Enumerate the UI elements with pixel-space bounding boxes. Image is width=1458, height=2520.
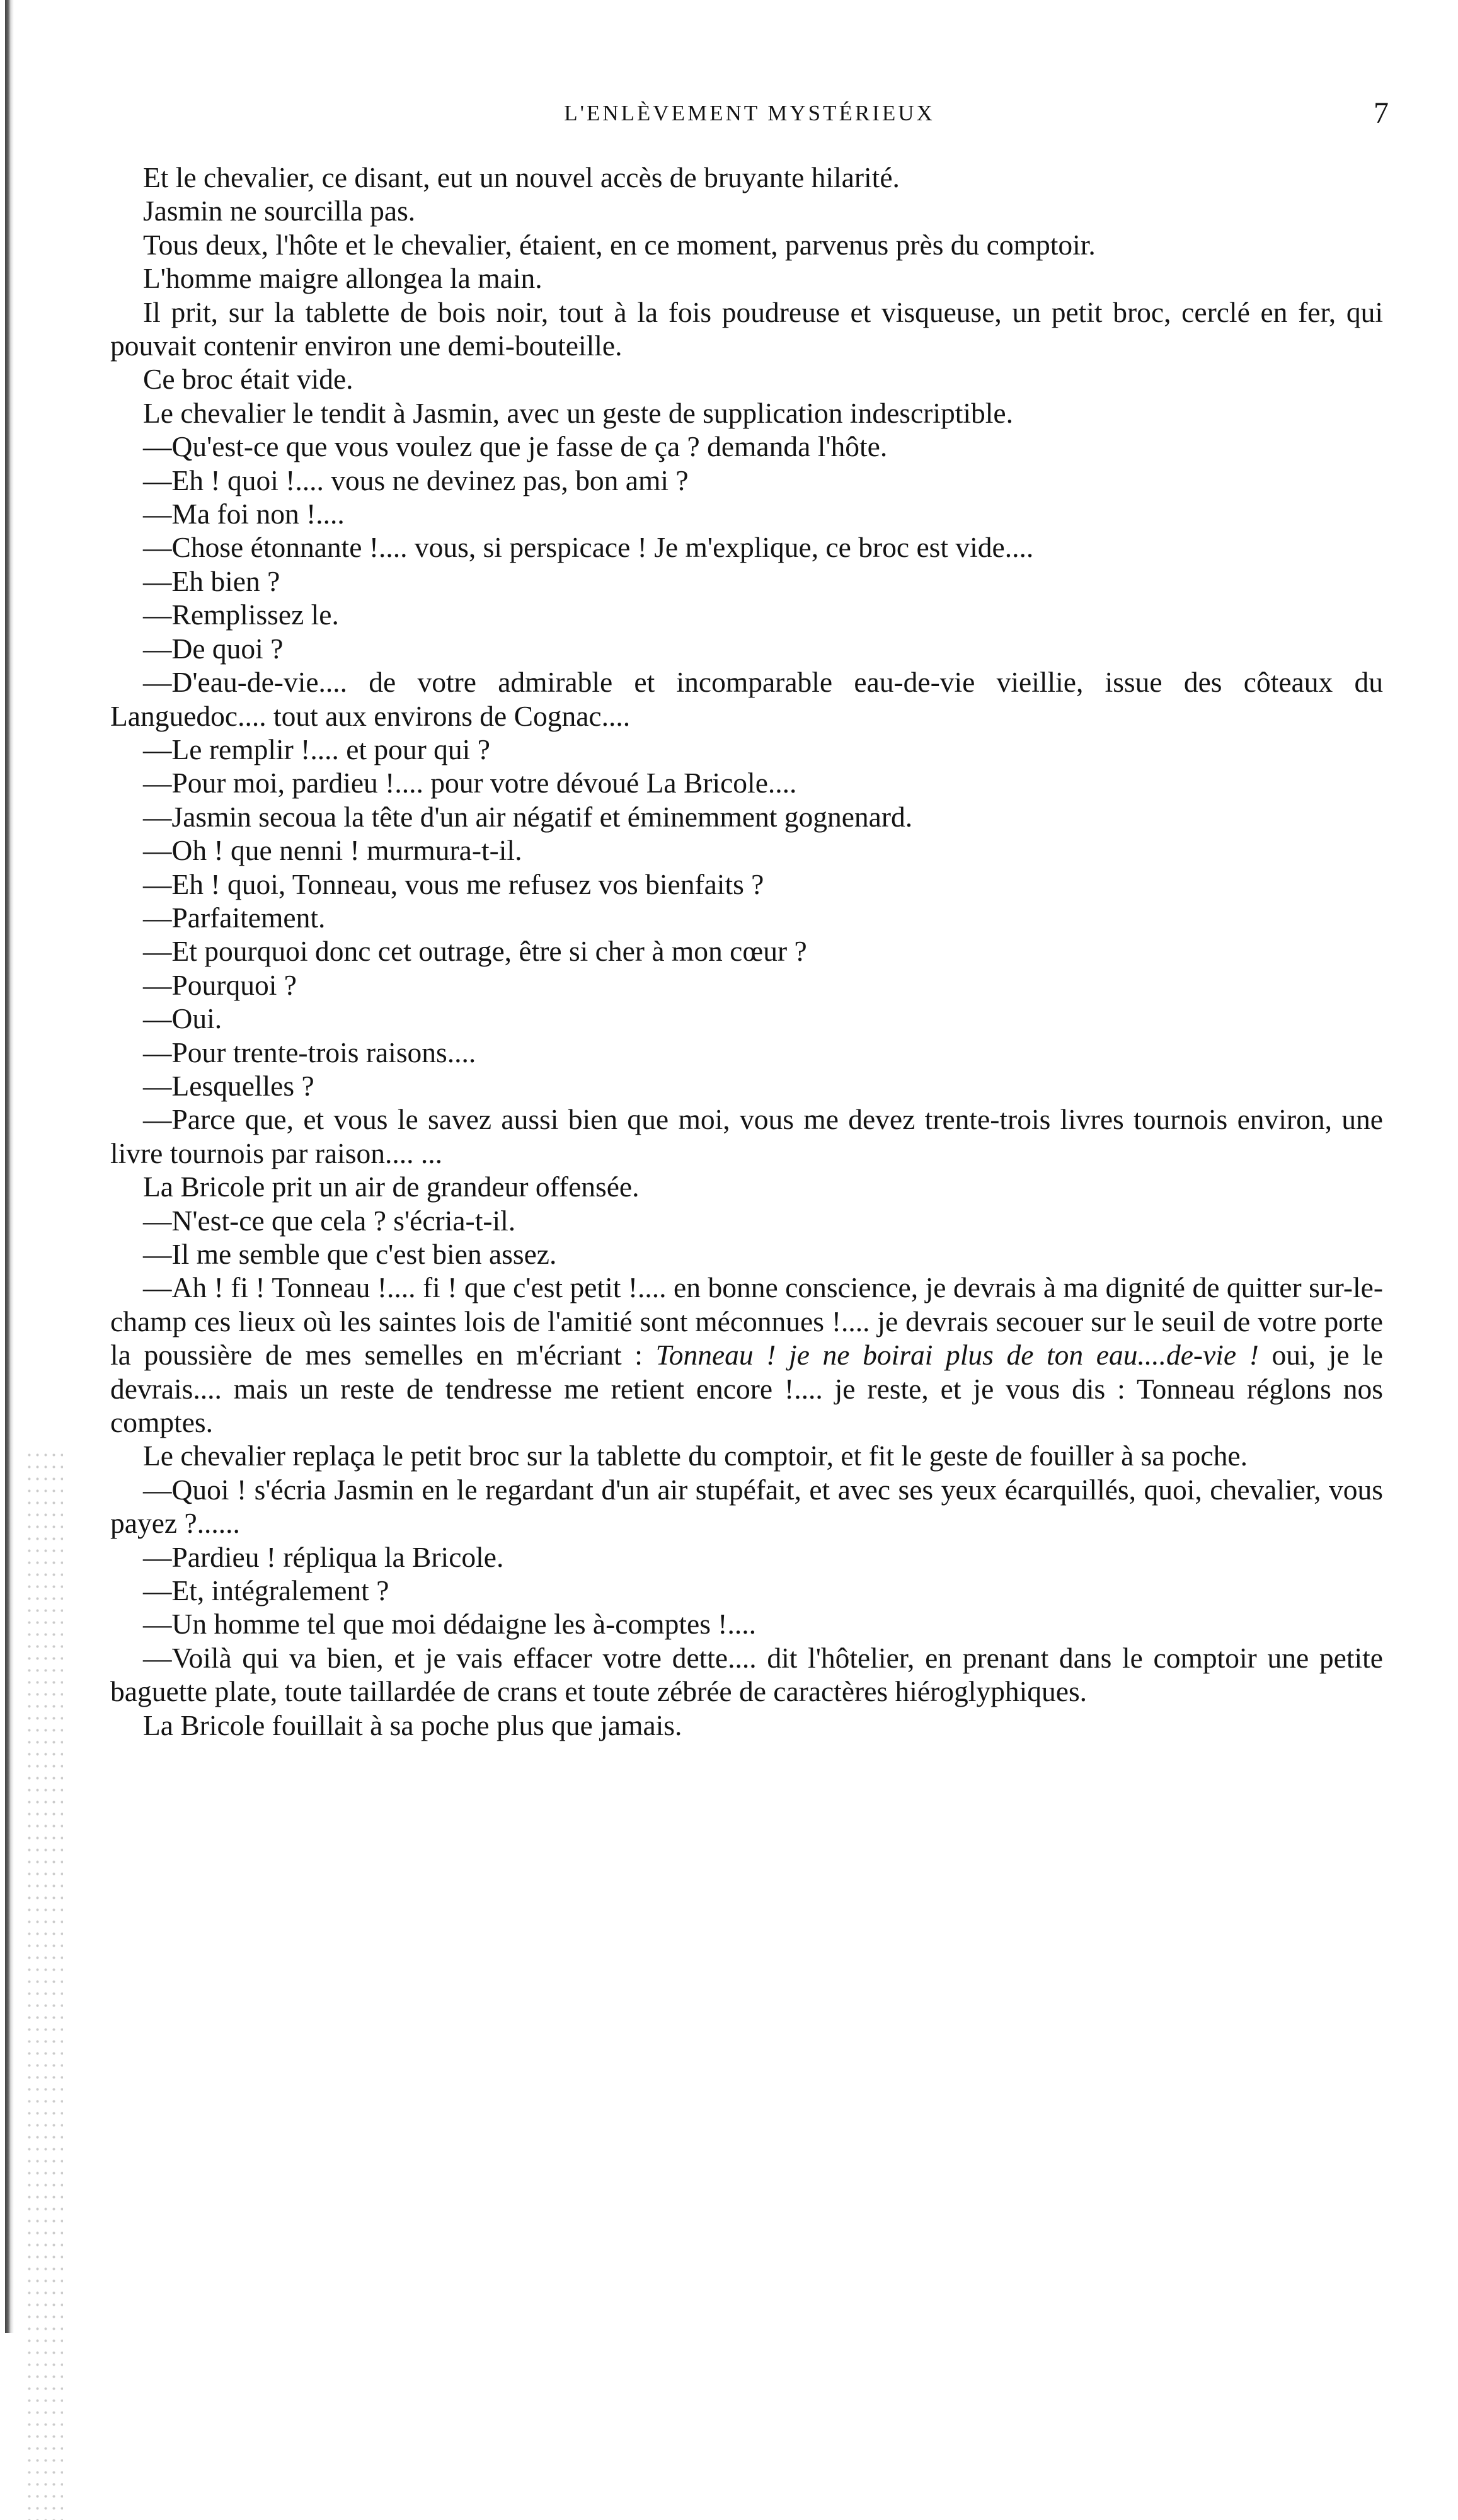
paragraph-text: oui, je le devrais.... mais un reste de tendresse me retient encore !.... je reste, et je vous dis : Tonneau réglons nos comptes. bbox=[110, 1339, 1383, 1439]
paragraph: —Et pourquoi donc cet outrage, être si cher à mon cœur ? bbox=[143, 935, 807, 968]
paragraph: La Bricole prit un air de grandeur offensée. bbox=[143, 1171, 640, 1203]
paragraph-text: —Ah ! fi ! Tonneau !.... fi ! que c'est petit !.... en bonne conscience, je devrais à ma dignité de quitter sur-le-champ ces lieux où les saintes lois de l'amitié sont méconnues !.... je devrais secouer sur le seuil de votre porte la poussière de mes semelles en m'écriant : bbox=[110, 1271, 1383, 1372]
paragraph: —Il me semble que c'est bien assez. bbox=[143, 1238, 557, 1270]
scan-specks bbox=[25, 1449, 63, 2520]
paragraph: —Lesquelles ? bbox=[143, 1069, 314, 1102]
paragraph: Le chevalier replaça le petit broc sur la tablette du comptoir, et fit le geste de fouiller à sa poche. bbox=[143, 1440, 1248, 1472]
paragraph: —Qu'est-ce que vous voulez que je fasse de ça ? demanda l'hôte. bbox=[143, 430, 888, 463]
paragraph: —Oui. bbox=[143, 1002, 222, 1035]
paragraph: —Pour moi, pardieu !.... pour votre dévoué La Bricole.... bbox=[143, 767, 797, 799]
paragraph: Ce broc était vide. bbox=[143, 363, 353, 396]
running-title: L'ENLÈVEMENT MYSTÉRIEUX bbox=[564, 101, 935, 125]
paragraph: —Parce que, et vous le savez aussi bien que moi, vous me devez trente-trois livres tournois environ, une livre tournois par raison.... ... bbox=[110, 1103, 1383, 1169]
page-number: 7 bbox=[1374, 96, 1389, 130]
paragraph: —Jasmin secoua la tête d'un air négatif et éminemment gognenard. bbox=[143, 800, 913, 833]
paragraph: Et le chevalier, ce disant, eut un nouvel accès de bruyante hilarité. bbox=[143, 161, 900, 193]
paragraph: —Eh ! quoi !.... vous ne devinez pas, bon ami ? bbox=[143, 464, 689, 496]
paragraph: Il prit, sur la tablette de bois noir, tout à la fois poudreuse et visqueuse, un petit broc, cerclé en fer, qui pouvait contenir environ une demi-bouteille. bbox=[110, 295, 1383, 362]
paragraph: —Chose étonnante !.... vous, si perspicace ! Je m'explique, ce broc est vide.... bbox=[143, 531, 1034, 564]
quoted-exclamation: Tonneau ! je ne boirai plus de ton eau....de-vie ! bbox=[655, 1339, 1259, 1372]
paragraph: La Bricole fouillait à sa poche plus que jamais. bbox=[143, 1709, 682, 1741]
paragraph: —Pourquoi ? bbox=[143, 968, 297, 1001]
paragraph: —Voilà qui va bien, et je vais effacer votre dette.... dit l'hôtelier, en prenant dans le comptoir une petite baguette plate, toute taillardée de crans et toute zébrée de caractères hiéroglyphiques. bbox=[110, 1641, 1383, 1708]
paragraph: —De quoi ? bbox=[143, 632, 284, 665]
paragraph: —Ma foi non !.... bbox=[143, 498, 345, 530]
paragraph: —Le remplir !.... et pour qui ? bbox=[143, 733, 490, 765]
paragraph: —Et, intégralement ? bbox=[143, 1574, 389, 1607]
paragraph: —Eh bien ? bbox=[143, 564, 280, 597]
paragraph: —Eh ! quoi, Tonneau, vous me refusez vos bienfaits ? bbox=[143, 868, 764, 900]
paragraph: Tous deux, l'hôte et le chevalier, étaient, en ce moment, parvenus près du comptoir. bbox=[143, 228, 1096, 261]
body-text bbox=[110, 161, 1383, 1742]
paragraph: —Parfaitement. bbox=[143, 901, 326, 934]
paragraph: —Quoi ! s'écria Jasmin en le regardant d'un air stupéfait, et avec ses yeux écarquillés, quoi, chevalier, vous payez ?...... bbox=[110, 1473, 1383, 1540]
paragraph: —Oh ! que nenni ! murmura-t-il. bbox=[143, 834, 522, 867]
paragraph: Jasmin ne sourcilla pas. bbox=[143, 195, 416, 227]
paragraph: L'homme maigre allongea la main. bbox=[143, 262, 542, 295]
paragraph: —D'eau-de-vie.... de votre admirable et incomparable eau-de-vie vieillie, issue des côteaux du Languedoc.... tout aux environs de Cognac.... bbox=[110, 666, 1383, 732]
paragraph: —Pardieu ! répliqua la Bricole. bbox=[143, 1540, 504, 1573]
paragraph: —Pour trente-trois raisons.... bbox=[143, 1036, 476, 1068]
page-header bbox=[110, 96, 1389, 140]
paragraph: —Un homme tel que moi dédaigne les à-comptes !.... bbox=[143, 1608, 756, 1641]
paragraph: —N'est-ce que cela ? s'écria-t-il. bbox=[143, 1204, 516, 1237]
paragraph: Le chevalier le tendit à Jasmin, avec un geste de supplication indescriptible. bbox=[143, 396, 1013, 429]
paragraph: —Remplissez le. bbox=[143, 598, 339, 631]
paragraph bbox=[110, 1271, 1383, 1439]
